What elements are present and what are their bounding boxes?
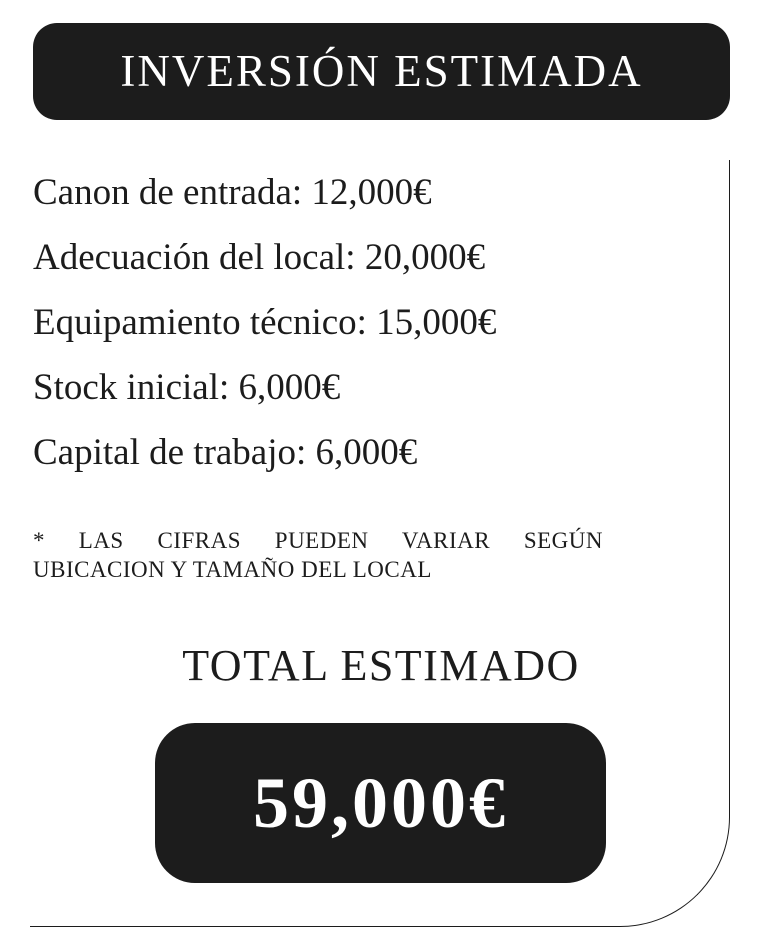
list-item: Stock inicial: 6,000€ xyxy=(33,367,341,408)
page-title: INVERSIÓN ESTIMADA xyxy=(120,46,643,96)
disclaimer-note: * LAS CIFRAS PUEDEN VARIAR SEGÚN UBICACION Y TAMAÑO DEL LOCAL xyxy=(33,528,603,582)
header-banner xyxy=(33,23,730,120)
total-label xyxy=(0,641,762,690)
list-item: Canon de entrada: 12,000€ xyxy=(33,172,432,213)
total-label-text: TOTAL ESTIMADO xyxy=(182,641,580,690)
total-value: 59,000€ xyxy=(253,763,508,843)
list-item: Adecuación del local: 20,000€ xyxy=(33,237,486,278)
list-item: Equipamiento técnico: 15,000€ xyxy=(33,302,497,343)
total-box xyxy=(155,723,606,883)
list-item: Capital de trabajo: 6,000€ xyxy=(33,432,418,473)
investment-list xyxy=(33,160,496,485)
